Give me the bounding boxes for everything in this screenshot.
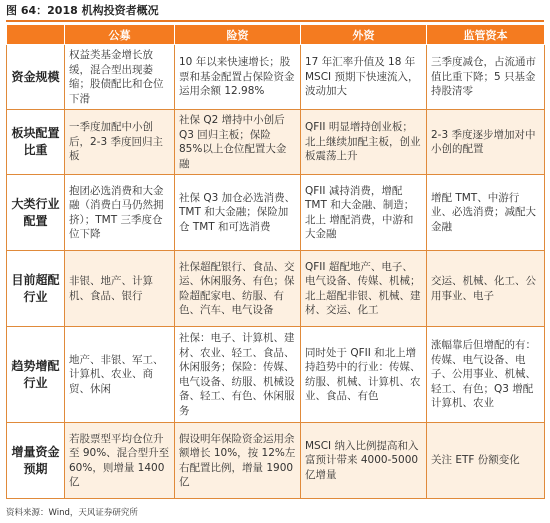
header-foreign: 外资 [301,25,427,45]
row-label: 目前超配行业 [7,251,65,327]
row-label: 资金规模 [7,45,65,110]
table-row [7,251,545,327]
header-corner [7,25,65,45]
table-row [7,45,545,110]
table-cell: 若股票型平均仓位升至 90%、混合型升至 60%，则增量 1400 亿 [65,423,175,499]
table-cell: 一季度加配中小创后，2-3 季度回归主板 [65,110,175,175]
table-cell: 非银、地产、计算机、食品、银行 [65,251,175,327]
table-cell: 同时处于 QFII 和北上增持趋势中的行业：传媒、纺服、机械、计算机、农业、食品、有色 [301,327,427,423]
source-note: 资料来源：Wind，天风证券研究所 [6,508,138,518]
table-cell: 抱团必选消费和大金融（消费白马仍然拥挤）；TMT 三季度仓位下降 [65,175,175,251]
figure-title: 图 64：2018 机构投资者概况 [6,2,544,22]
table-cell: 地产、非银、军工、计算机、农业、商贸、休闲 [65,327,175,423]
table-cell: 涨幅靠后但增配的有：传媒、电气设备、电子、公用事业、机械、轻工、有色；Q3 增配计算机、农业 [427,327,545,423]
table-cell: MSCI 纳入比例提高和入富预计带来 4000-5000 亿增量 [301,423,427,499]
table-row [7,327,545,423]
header-row [7,25,545,45]
table-cell: QFII 超配地产、电子、电气设备、传媒、机械；北上超配非银、机械、建材、交运、化工 [301,251,427,327]
table-cell: 10 年以来快速增长；股票和基金配置占保险资金运用余额 12.98% [175,45,301,110]
table-row [7,175,545,251]
table-cell: 2-3 季度逐步增加对中小创的配置 [427,110,545,175]
table-cell: 社保：电子、计算机、建材、农业、轻工、食品、休闲服务；保险：传媒、电气设备、纺服、机械设备、轻工、有色、休闲服务 [175,327,301,423]
header-regulatory: 监管资本 [427,25,545,45]
table-cell: 三季度减仓，占流通市值比重下降；5 只基金持股清零 [427,45,545,110]
table-cell: QFII 明显增持创业板；北上继续加配主板，创业板震荡上升 [301,110,427,175]
table-cell: 社保超配银行、食品、交运、休闲服务、有色；保险超配家电、纺服、有色、汽车、电气设备 [175,251,301,327]
table-cell: 社保 Q3 加仓必选消费、TMT 和大金融；保险加仓 TMT 和可选消费 [175,175,301,251]
row-label: 增量资金预期 [7,423,65,499]
table-cell: 权益类基金增长放缓，混合型出现萎缩；股债配比和仓位下滑 [65,45,175,110]
row-label: 板块配置比重 [7,110,65,175]
table-cell: 交运、机械、化工、公用事业、电子 [427,251,545,327]
row-label: 大类行业配置 [7,175,65,251]
header-insurance: 险资 [175,25,301,45]
table-cell: 17 年汇率升值及 18 年 MSCI 预期下快速流入，波动加大 [301,45,427,110]
table-cell: 增配 TMT、中游行业、必选消费；减配大金融 [427,175,545,251]
header-public-funds: 公募 [65,25,175,45]
table-cell: 社保 Q2 增持中小创后 Q3 回归主板；保险 85%以上仓位配置大金融 [175,110,301,175]
table-cell: QFII 减持消费，增配 TMT 和大金融、制造；北上 增配消费，中游和大金融 [301,175,427,251]
table-cell: 假设明年保险资金运用余额增长 10%，按 12%左右配置比例，增量 1900 亿 [175,423,301,499]
table-row [7,110,545,175]
row-label: 趋势增配行业 [7,327,65,423]
investor-overview-table [6,24,545,499]
table-cell: 关注 ETF 份额变化 [427,423,545,499]
table-row [7,423,545,499]
